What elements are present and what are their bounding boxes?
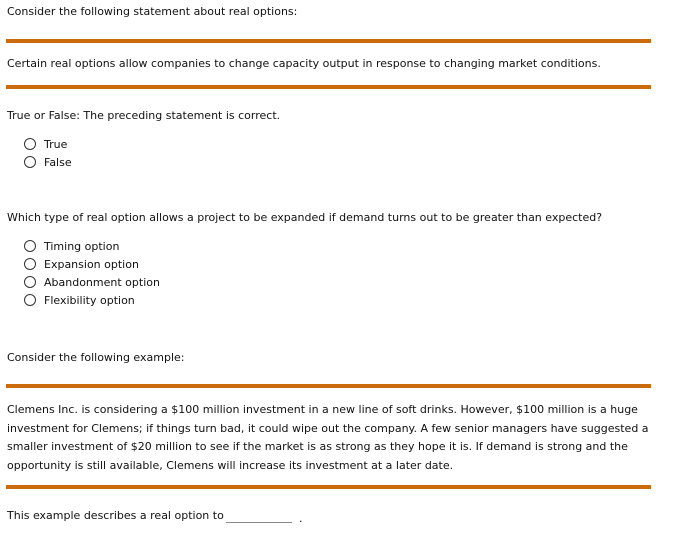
radio-button[interactable] [24,156,36,168]
answer-blank-dropdown[interactable] [226,522,292,523]
option-flexibility[interactable] [24,292,135,308]
radio-button[interactable] [24,276,36,288]
radio-button[interactable] [24,258,36,270]
radio-button[interactable] [24,294,36,306]
option-true[interactable] [24,136,67,152]
option-label: Flexibility option [44,293,135,307]
divider-bottom-2 [6,485,651,489]
option-label: False [44,155,72,169]
divider-top-2 [6,384,651,388]
statement-intro: Consider the following statement about real options: [7,5,298,18]
option-false[interactable] [24,154,72,170]
clemens-example-paragraph: Clemens Inc. is considering a $100 million investment in a new line of soft drinks. However, $100 million is a huge investment for Clemens; if things turn bad, it could wipe out the company. A few senior managers have suggested a smaller investment of $20 million to see if the market is as strong as they hope it is. If demand is strong and the opportunity is still available, Clemens will increase its investment at a later date. [7,403,649,472]
option-label: Timing option [44,239,120,253]
radio-button[interactable] [24,240,36,252]
divider-top-1 [6,39,651,43]
option-label: True [44,137,68,151]
option-label: Expansion option [44,257,139,271]
sentence-period: . [299,512,303,525]
real-options-statement: Certain real options allow companies to change capacity output in response to changing market conditions. [7,57,601,70]
option-label: Abandonment option [44,275,160,289]
option-timing[interactable] [24,238,119,254]
radio-button[interactable] [24,138,36,150]
true-false-question: True or False: The preceding statement is correct. [7,109,281,122]
fill-in-prompt: This example describes a real option to [7,509,224,522]
option-abandonment[interactable] [24,274,160,290]
real-option-type-question: Which type of real option allows a project to be expanded if demand turns out to be greater than expected? [7,211,603,224]
option-expansion[interactable] [24,256,139,272]
example-intro: Consider the following example: [7,351,185,364]
divider-bottom-1 [6,85,651,89]
